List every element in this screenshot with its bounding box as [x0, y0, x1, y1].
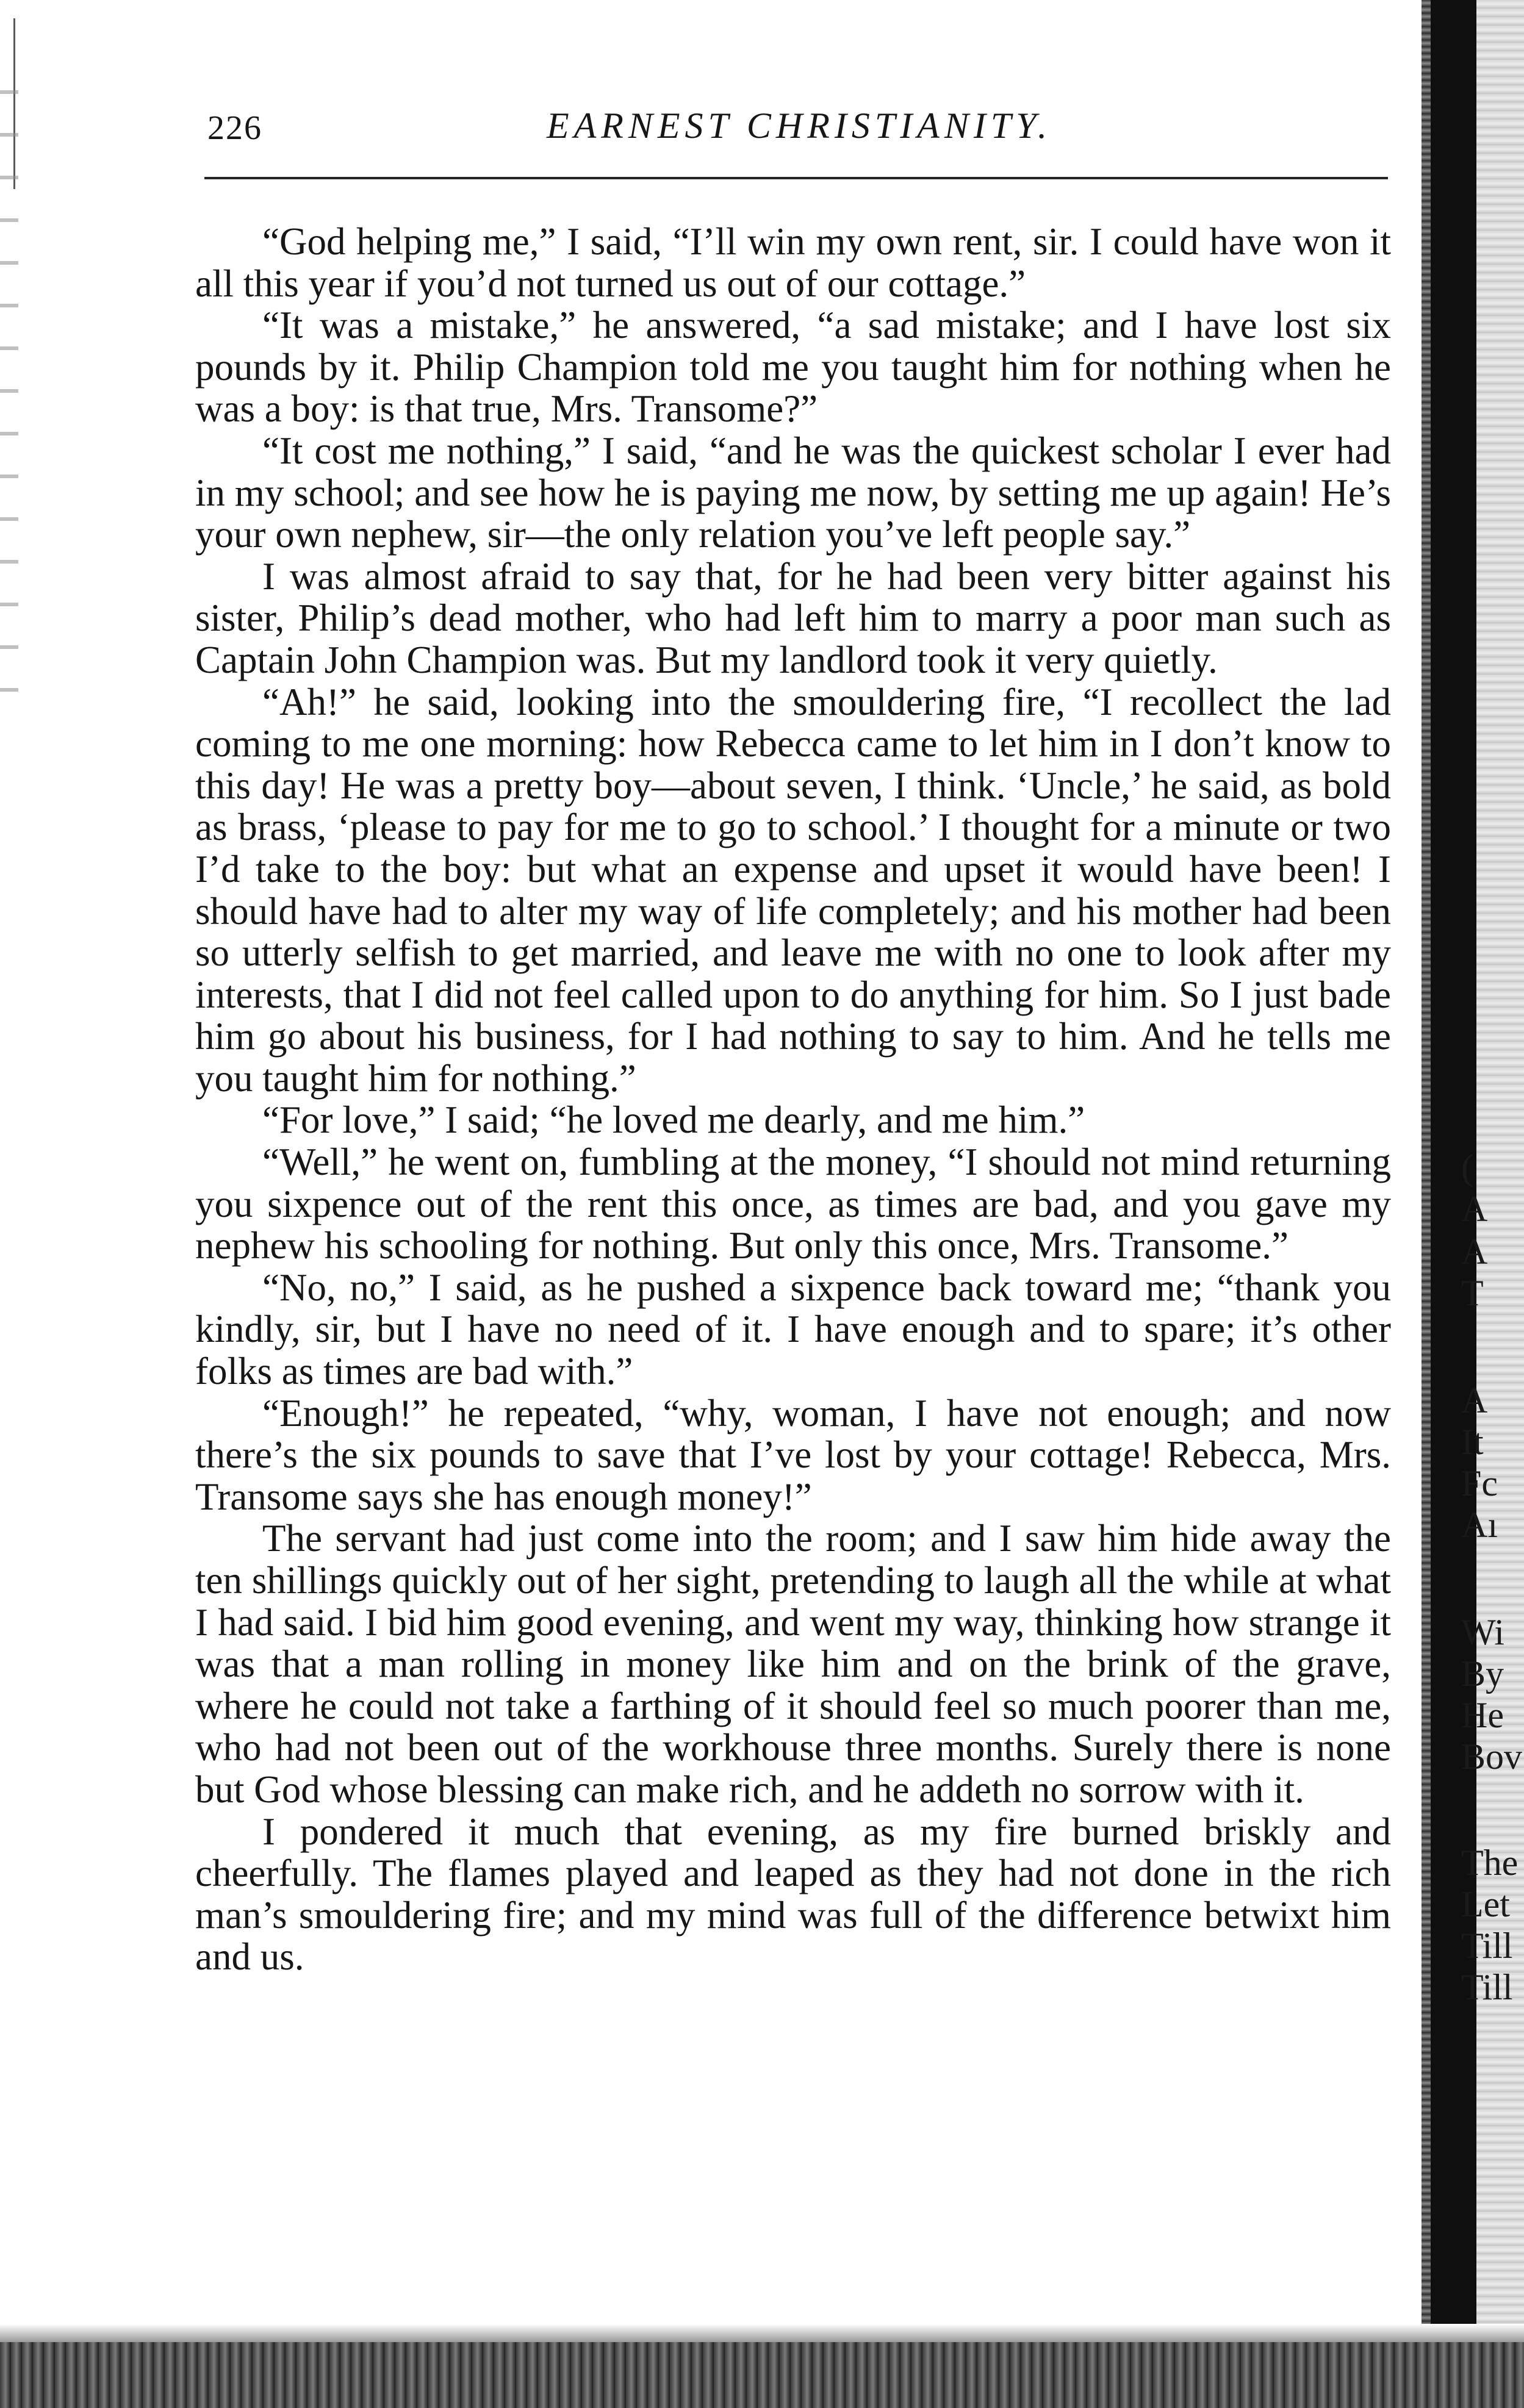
- facing-page-fragment: A: [1461, 1189, 1488, 1229]
- facing-page-fragment: Fc: [1461, 1463, 1498, 1503]
- paragraph: “Well,” he went on, fumbling at the money, “I should not mind returning you sixpence out of the rent this once, as times are bad, and you gave my nephew his schooling for nothing. But only this once, Mrs. Transome.”: [195, 1141, 1391, 1267]
- facing-page-fragment: T: [1461, 1273, 1484, 1313]
- facing-page-fragment: He: [1461, 1695, 1504, 1735]
- facing-page-fragment: By: [1461, 1654, 1504, 1694]
- facing-page-fragment: The: [1461, 1843, 1519, 1883]
- paragraph: “Ah!” he said, looking into the smouldering fire, “I recollect the lad coming to me one morning: how Rebecca came to let him in I don’t know to this day! He was a pretty boy—about seven, I think. ‘Uncle,’ he said, as bold as brass, ‘please to pay for me to go to school.’ I thought for a minute or two I’d take to the boy: but what an expense and upset it would have been! I should have had to alter my way of life completely; and his mother had been so utterly selfish to get married, and leave me with no one to look after my interests, that I did not feel called upon to do anything for him. So I just bade him go about his business, for I had nothing to say to him. And he tells me you taught him for nothing.”: [195, 680, 1391, 1100]
- facing-page-fragment: Wi: [1461, 1612, 1504, 1652]
- paragraph: I was almost afraid to say that, for he had been very bitter against his sister, Philip’s dead mother, who had left him to marry a poor man such as Captain John Champion was. But my landlord took it very quietly.: [195, 554, 1391, 681]
- paragraph: “No, no,” I said, as he pushed a sixpence back toward me; “thank you kindly, sir, but I have no need of it. I have enough and to spare; it’s other folks as times are bad with.”: [195, 1266, 1391, 1393]
- paragraph: “It was a mistake,” he answered, “a sad mistake; and I have lost six pounds by it. Philip Champion told me you taught him for nothing when he was a boy: is that true, Mrs. Transome?”: [195, 304, 1391, 431]
- facing-page-fragment: A: [1461, 1380, 1488, 1421]
- facing-page-fragment: A: [1461, 1231, 1488, 1272]
- bottom-page-edge: [0, 2342, 1524, 2408]
- facing-page-fragment: Bov: [1461, 1736, 1522, 1777]
- facing-page-fragment: It: [1461, 1422, 1484, 1462]
- facing-page-fragment: Till: [1461, 1967, 1513, 2007]
- facing-page-fragment: Aı: [1461, 1505, 1498, 1545]
- paragraph: “For love,” I said; “he loved me dearly, and me him.”: [262, 1098, 1085, 1142]
- facing-page-fragment: Let: [1461, 1884, 1510, 1924]
- paragraph: “God helping me,” I said, “I’ll win my own rent, sir. I could have won it all this year if you’d not turned us out of our cottage.”: [195, 220, 1391, 305]
- facing-page-fragment: Till: [1461, 1926, 1513, 1966]
- paragraph: I pondered it much that evening, as my fire burned briskly and cheerfully. The flames played and leaped as they had not done in the rich man’s smouldering fire; and my mind was full of the difference betwixt him and us.: [195, 1810, 1391, 1979]
- page-number: 226: [207, 109, 262, 147]
- paragraph: “It cost me nothing,” I said, “and he was the quickest scholar I ever had in my school; and see how he is paying me now, by setting me up again! He’s your own nephew, sir—the only relation you’ve left people say.”: [195, 429, 1391, 556]
- running-title: EARNEST CHRISTIANITY.: [546, 106, 1052, 146]
- bottom-edge-shadow: [0, 2324, 1524, 2342]
- paragraph: “Enough!” he repeated, “why, woman, I have not enough; and now there’s the six pounds to save that I’ve lost by your cottage! Rebecca, Mrs. Transome says she has enough money!”: [195, 1391, 1391, 1518]
- facing-page-fragment: (: [1461, 1147, 1473, 1188]
- paragraph: The servant had just come into the room; and I saw him hide away the ten shillings quickly out of her sight, pretending to laugh all the while at what I had said. I bid him good evening, and went my way, thinking how strange it was that a man rolling in money like him and on the brink of the grave, where he could not take a farthing of it should feel so much poorer than me, who had not been out of the workhouse three months. Surely there is none but God whose blessing can make rich, and he addeth no sorrow with it.: [195, 1517, 1391, 1811]
